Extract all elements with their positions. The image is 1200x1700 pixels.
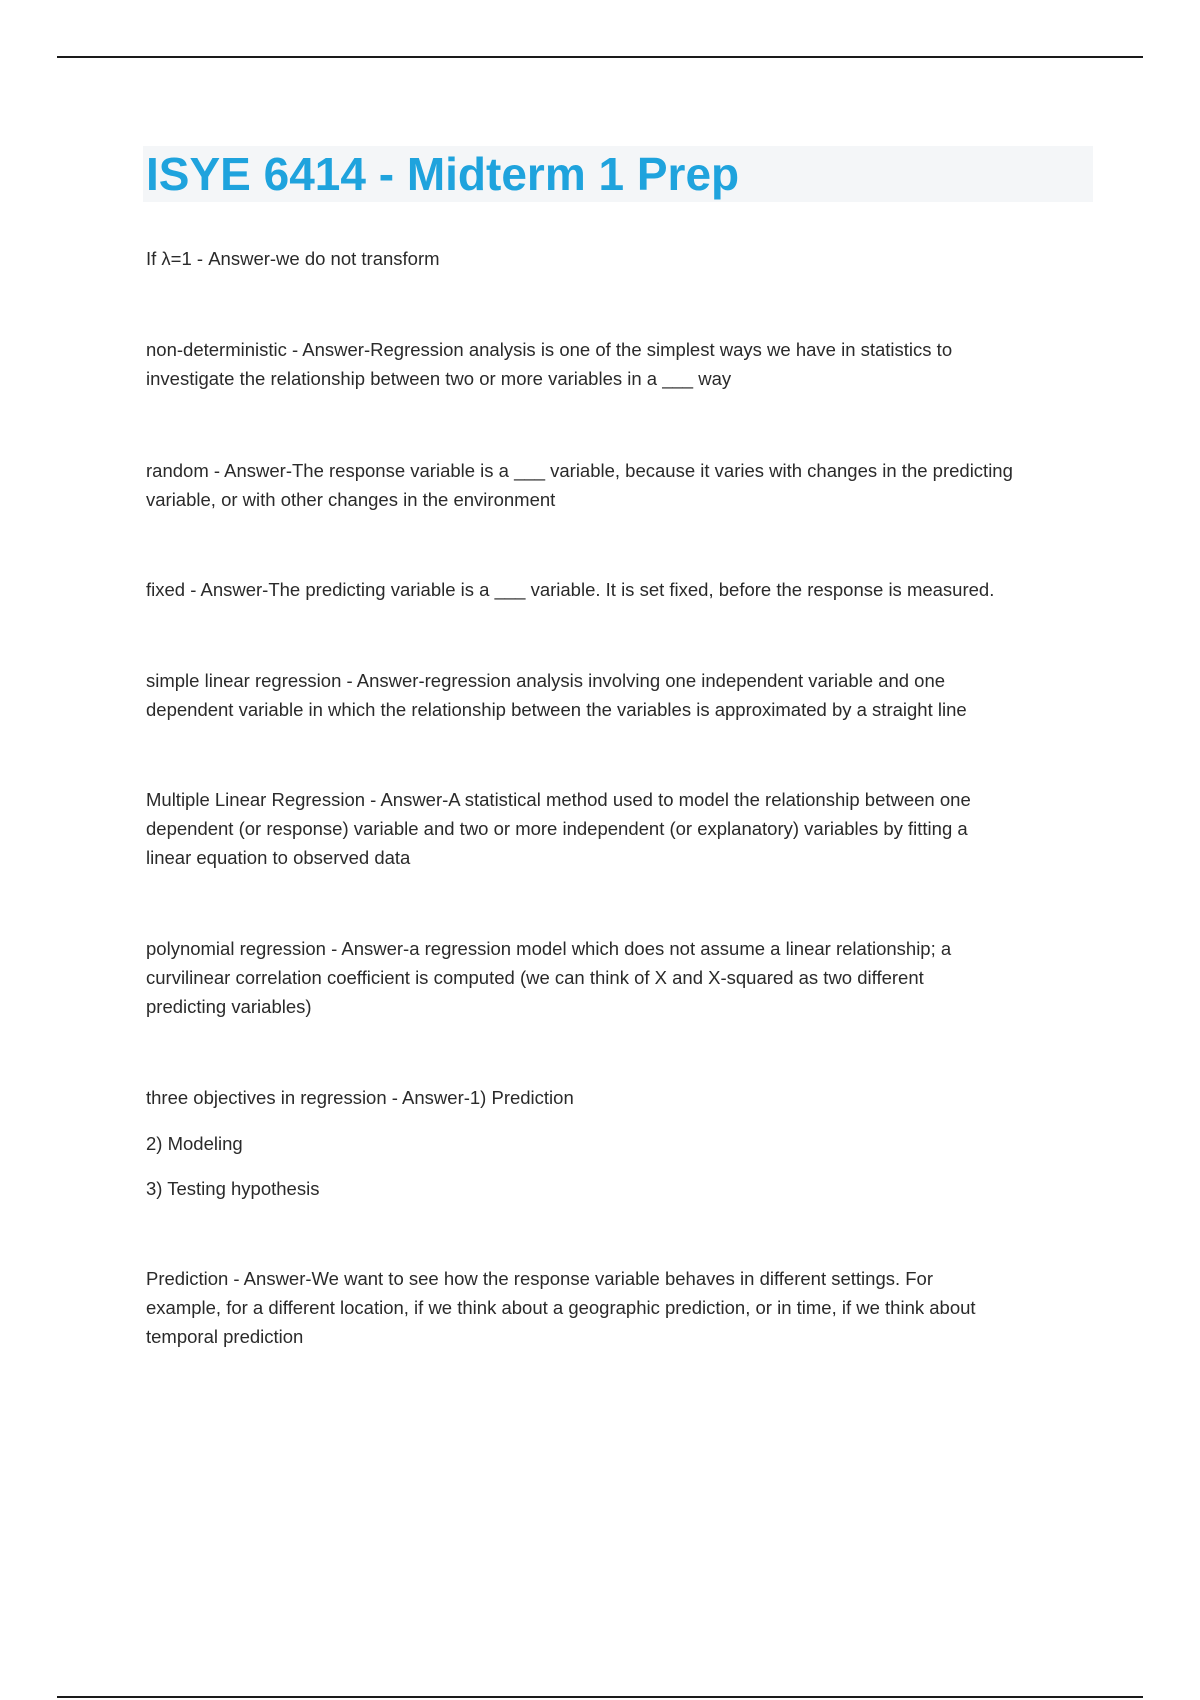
flashcard-text: temporal prediction [146,1326,304,1347]
flashcard-text: three objectives in regression - Answer-1) Prediction [146,1087,574,1108]
flashcard-non-deterministic [146,335,952,393]
flashcard-text: investigate the relationship between two or more variables in a ___ way [146,368,732,389]
flashcard-list-item: 3) Testing hypothesis [146,1178,320,1199]
flashcard-text: linear equation to observed data [146,847,411,868]
flashcard-text: random - Answer-The response variable is a ___ variable, because it varies with changes in the predicting [146,460,1013,481]
flashcard-polynomial-regression [146,934,951,1021]
flashcard-text: dependent variable in which the relationship between the variables is approximated by a straight line [146,699,967,720]
flashcard-three-objectives [146,1083,574,1203]
flashcard-text: Prediction - Answer-We want to see how the response variable behaves in different settings. For [146,1268,934,1289]
bottom-rule [57,1696,1143,1698]
flashcard-multiple-linear-regression [146,785,971,872]
document-title: ISYE 6414 - Midterm 1 Prep [146,148,740,200]
flashcard-simple-linear-regression [146,666,967,724]
flashcard-text: curvilinear correlation coefficient is computed (we can think of X and X-squared as two different [146,967,924,988]
flashcard-text: example, for a different location, if we think about a geographic prediction, or in time, if we think about [146,1297,976,1318]
flashcard-prediction [146,1264,976,1351]
flashcard-text: predicting variables) [146,996,312,1017]
flashcard-text: variable, or with other changes in the environment [146,489,556,510]
flashcard-text: If λ=1 - Answer-we do not transform [146,248,440,269]
flashcard-random [146,456,1013,514]
flashcard-text: non-deterministic - Answer-Regression analysis is one of the simplest ways we have in statistics to [146,339,953,360]
flashcard-text: polynomial regression - Answer-a regression model which does not assume a linear relationship; a [146,938,952,959]
flashcard-text: fixed - Answer-The predicting variable is a ___ variable. It is set fixed, before the response is measured. [146,579,995,600]
flashcard-fixed [146,575,994,604]
top-rule [57,56,1143,58]
flashcard-text: Multiple Linear Regression - Answer-A statistical method used to model the relationship between one [146,789,971,810]
flashcard-lambda [146,244,440,273]
flashcard-text: simple linear regression - Answer-regression analysis involving one independent variable and one [146,670,946,691]
flashcard-text: dependent (or response) variable and two or more independent (or explanatory) variables by fitting a [146,818,968,839]
flashcard-list-item: 2) Modeling [146,1133,243,1154]
